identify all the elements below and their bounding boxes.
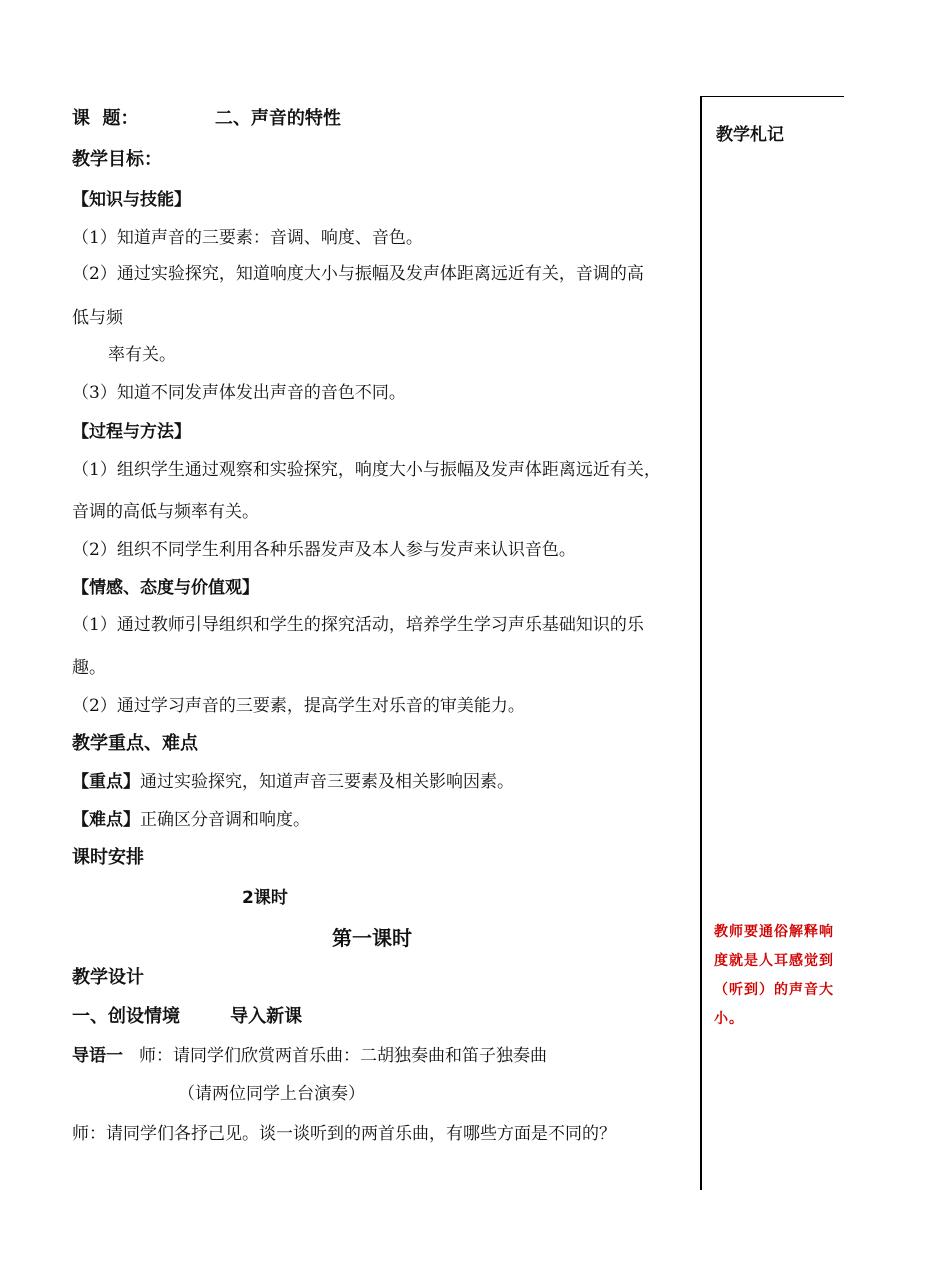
schedule-heading: 课时安排 [72, 847, 144, 868]
process-heading: 【过程与方法】 [72, 422, 191, 442]
emotion-item-1a: （1）通过教师引导组织和学生的探究活动，培养学生学习声乐基础知识的乐 [72, 615, 644, 635]
first-lesson-title: 第一课时 [332, 926, 412, 950]
intro-note: （请两位同学上台演奏） [178, 1084, 365, 1104]
knowledge-item-3: （3）知道不同发声体发出声音的音色不同。 [72, 383, 406, 403]
difficulty-text: 正确区分音调和响度。 [140, 810, 310, 830]
notes-column-divider [700, 96, 702, 1190]
focus-row [72, 771, 514, 793]
notes-column-title: 教学札记 [716, 125, 784, 145]
key-points-heading: 教学重点、难点 [72, 733, 198, 754]
emotion-item-2: （2）通过学习声音的三要素，提高学生对乐音的审美能力。 [72, 696, 525, 716]
focus-text: 通过实验探究，知道声音三要素及相关影响因素。 [140, 772, 514, 792]
emotion-item-1b: 趣。 [72, 658, 106, 678]
teacher-question: 师：请同学们各抒己见。谈一谈听到的两首乐曲，有哪些方面是不同的？ [72, 1124, 616, 1144]
knowledge-item-1: （1）知道声音的三要素：音调、响度、音色。 [72, 228, 423, 248]
section-1-heading: 一、创设情境 导入新课 [72, 1006, 303, 1027]
topic-value: 二、声音的特性 [214, 108, 341, 129]
difficulty-row [72, 809, 310, 831]
focus-label: 【重点】 [72, 772, 140, 792]
objectives-heading: 教学目标： [72, 149, 162, 170]
schedule-value: 2课时 [242, 888, 288, 908]
knowledge-item-2b: 低与频 [72, 308, 123, 328]
notes-column-top-border [700, 96, 844, 97]
notes-column-annotation: 教师要通俗解释响度就是人耳感觉到（听到）的声音大小。 [714, 924, 834, 1027]
process-item-2: （2）组织不同学生利用各种乐器发声及本人参与发声来认识音色。 [72, 540, 576, 560]
intro-text: 师：请同学们欣赏两首乐曲：二胡独奏曲和笛子独奏曲 [139, 1046, 547, 1066]
intro-label: 导语一 [72, 1046, 123, 1066]
process-item-1a: （1）组织学生通过观察和实验探究，响度大小与振幅及发声体距离远近有关， [72, 460, 661, 480]
intro-row [72, 1045, 547, 1067]
knowledge-item-2a: （2）通过实验探究，知道响度大小与振幅及发声体距离远近有关，音调的高 [72, 264, 644, 284]
difficulty-label: 【难点】 [72, 810, 140, 830]
knowledge-heading: 【知识与技能】 [72, 190, 191, 210]
process-item-1b: 音调的高低与频率有关。 [72, 502, 259, 522]
topic-row [72, 108, 341, 130]
topic-label: 课 题： [72, 108, 139, 129]
knowledge-item-2c: 率有关。 [108, 345, 176, 365]
design-heading: 教学设计 [72, 967, 144, 988]
emotion-heading: 【情感、态度与价值观】 [72, 578, 259, 598]
